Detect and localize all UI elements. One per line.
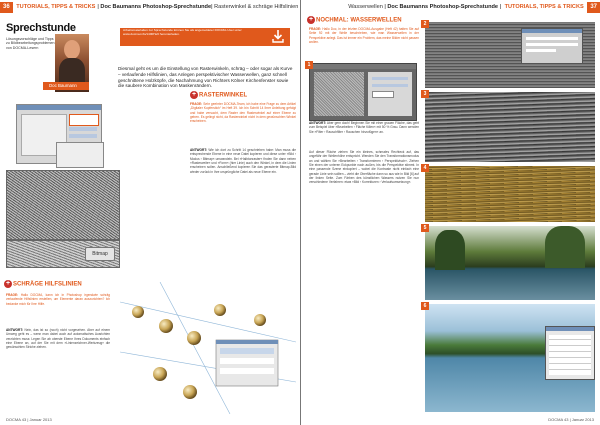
rasterwinkel-heading: + RASTERWINKEL	[191, 91, 248, 99]
bitmap-label-badge: Bitmap	[85, 247, 115, 261]
wasserwellen-heading: + NOCHMAL: WASSERWELLEN	[308, 16, 402, 24]
wasserwellen-answer: ANTWORT: Aber gern doch! Beginnen Sie mit einer grauen Fläche, das geht zum Beispiel über »Bearbeiten › Fläche füllen« mit 50 % Grau. Dann wenden Sie »Filter › Rauschfilter › Rauschen hinzufügen« an.	[309, 121, 419, 134]
right-section-title: TUTORIALS, TIPPS & TRICKS	[504, 4, 584, 10]
right-topic: Wasserwellen	[348, 4, 383, 10]
plus-icon: +	[308, 16, 314, 23]
sprechstunde-subtitle: Lösungsvorschläge und Tipps zu Bildbearbeitungsproblemen von DOCMA-Lesern	[6, 37, 55, 50]
wasserwellen-body: Auf dieser Fläche ziehen Sie ein kleines, schmales Rechteck auf, das ungefähr der Wellenhöhe entspricht. Wenden Sie den Transformationsmodus an und wählen Sie »Bearbeiten › Transformieren › Perspektivisch«. Ziehen Sie einen der unteren Eckpunkte nach außen, bis die Perspektive stimmt. In eine passende Szene einkopiert – wobei die Kontraste nicht einfach eine gerade Linie sein sollten – zieht die Oberfläche dann so aus wie in Bild [6] auf der linken Seite. Zum Färben des künstlichen Wassers nutzen Sie nun verschiedene Verfahren: etwa »Bild › Korrekturen › Verlaufsumsetzung«.	[309, 150, 419, 185]
download-box	[120, 28, 290, 46]
right-footer: DOCMA 43 | Januar 2013	[548, 417, 594, 422]
schraege-answer: ANTWORT: Nein, das ist so (noch) nicht vorgesehen. Aber auf einem Umweg geht es – wenn man dabei auch auf automatisches Ausrichten verzichten muss: Legen Sie ab oberste Ebene Ihres Dokuments einfach eine Ebene an, auf der Sie mit dem »Linienzeichner-Werkzeug« die gewünschten Striche ziehen.	[6, 328, 110, 350]
download-text: Arbeitsmaterialien zur Sprechstunde können Sie als angemeldeter DOCMA-User unter www.docma.info/1400Heft herunterladen.	[123, 28, 242, 36]
schraege-question: FRAGE: Hallo DOCMA, kann ich in Photoshop irgendwie schräg verlaufende Hilfslinien erstellen, um Elemente daran auszurichten? Ich bedanke mich für Ihre Hilfe.	[6, 293, 110, 306]
sprechstunde-box	[3, 16, 91, 94]
plus-icon: +	[191, 91, 197, 98]
sprechstunde-title: Sprechstunde	[6, 22, 76, 34]
right-magazine-section: Doc Baumanns Photoshop-Sprechstunde	[387, 4, 499, 10]
right-page-header: Wasserwellen | Doc Baumanns Photoshop-Sprechstunde | TUTORIALS, TIPPS & TRICKS 37	[301, 2, 600, 13]
lake-scene-image	[425, 304, 595, 412]
wave-noise-image	[425, 22, 595, 88]
halftone-sample-screenshot	[6, 240, 120, 268]
figure-number-1: 1	[305, 61, 313, 69]
wave-perspective-image	[425, 92, 595, 162]
left-page-number: 36	[0, 2, 13, 13]
halftone-lines-screenshot	[6, 170, 120, 240]
noise-filter-screenshot	[309, 63, 417, 121]
guides-spheres-screenshot	[120, 282, 296, 414]
bitmap-dialog-screenshot-2	[56, 142, 104, 168]
rasterwinkel-question: FRAGE: Sehr geehrter DOCMA-Team, ich habe eine Frage zu dem Artikel „Digitaler Kupferstich“ im Heft 39. Ich bin Schritt 14 Ihrer Anleitung gefolgt und habe versucht, dem Raster den Rasterwinkel auf einer Ebene zu geben. Es gelingt nicht, da Rasterwinkel nicht in dem gewünschten Winkel erscheinen.	[190, 102, 296, 124]
water-colored-image	[425, 166, 595, 222]
schraege-heading: + SCHRÄGE HILFSLINIEN	[5, 280, 82, 288]
left-topic: Rasterwinkel & schräge Hilfslinien	[214, 4, 299, 10]
doc-baumann-label: Doc Baumann	[43, 82, 89, 90]
download-icon	[272, 30, 284, 43]
intro-text: Diesmal geht es um die Einstellung von Rasterwinkeln, schräg – oder sogar als Kurve – verlaufende Hilfslinien, das Anlegen perspektivischer Wasserwellen, ganz schnell geschnittene Holzköpfe, die Nachahmung von Richters Kölner Kirchenfenster sowie die saubere Kombination von Maskenrändern.	[118, 66, 293, 89]
left-magazine-section: Doc Baumanns Photoshop-Sprechstunde	[100, 4, 212, 10]
figure-number-2: 2	[421, 20, 429, 28]
left-footer: DOCMA 43 | Januar 2013	[6, 417, 52, 422]
wasserwellen-question: FRAGE: Hallo Doc, in der letzten DOCMA-Ausgabe (Heft 42) hatten Sie auf Seite 92 mit der Welle beschrieben, wie man Wasserwellen in der Perspektive anlegt. Das ist immer ein Problem, das meine Bilder nicht passen wollen.	[309, 27, 419, 45]
figure-number-6: 6	[421, 302, 429, 310]
figure-number-3: 3	[421, 90, 429, 98]
left-page-header: 36 TUTORIALS, TIPPS & TRICKS | Doc Baumanns Photoshop-Sprechstunde| Rasterwinkel & schräge Hilfslinien	[0, 2, 300, 13]
forest-water-image	[425, 226, 595, 300]
figure-number-5: 5	[421, 224, 429, 232]
plus-icon: +	[5, 280, 11, 287]
figure-number-4: 4	[421, 164, 429, 172]
left-section-title: TUTORIALS, TIPPS & TRICKS	[16, 4, 96, 10]
right-page	[301, 0, 600, 425]
rasterwinkel-answer: ANTWORT: Wie ich dort zu Schritt 14 geschrieben habe: Man muss die entsprechende Ebene in eine neue Datei kopieren und diese unter »Bild › Modus › Bitmap« umwandeln. Bei »Halbtonraster« finden Sie dann neben »Rasterweite« und »Form« (hier Linie) auch den Winkel, in dem die Linien erscheinen sollen. Anschließend kopieren Sie das gerasterte Bitmap-Bild wieder zurück in Ihre ursprüngliche Datei als neue Ebene ein.	[190, 148, 296, 174]
right-page-number: 37	[587, 2, 600, 13]
